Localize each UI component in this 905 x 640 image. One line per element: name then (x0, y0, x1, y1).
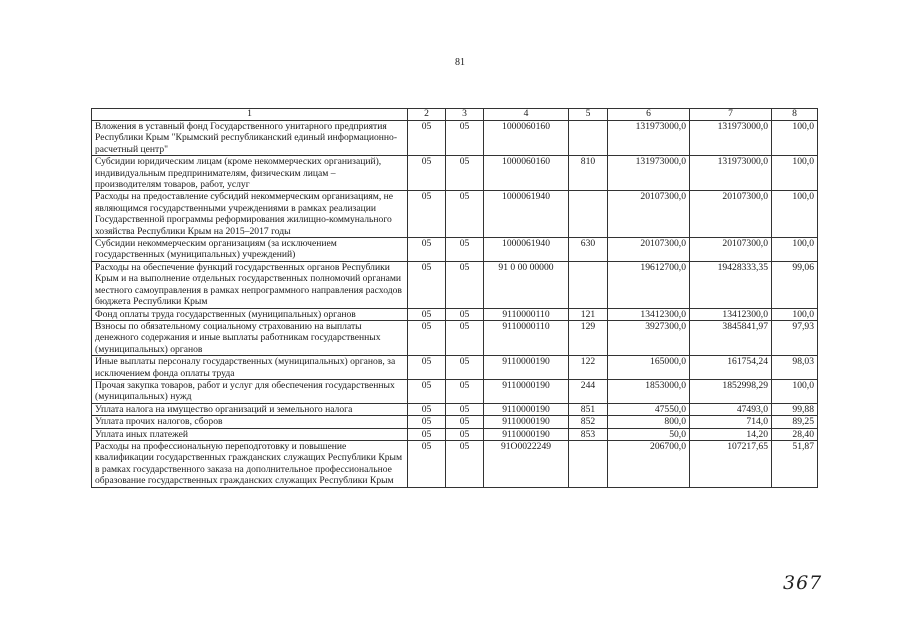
row-percent-cell: 97,93 (772, 320, 818, 355)
row-plan-cell: 47550,0 (608, 403, 690, 415)
row-name-cell: Уплата налога на имущество организаций и земельного налога (92, 403, 408, 415)
row-subsection-cell: 05 (446, 403, 484, 415)
row-actual-cell: 47493,0 (690, 403, 772, 415)
column-header-4: 4 (484, 109, 569, 121)
row-name-cell: Субсидии некоммерческим организациям (за исключением государственных (муниципальных) учреждений) (92, 238, 408, 262)
row-target-article-cell: 1000060160 (484, 121, 569, 156)
row-percent-cell: 98,03 (772, 356, 818, 380)
row-name-cell: Расходы на профессиональную переподготовку и повышение квалификации государственных гражданских служащих Республики Крым в рамках государственного заказа на дополнительное профессиональное образование государственных гражданских служащих Республики Крым (92, 440, 408, 487)
row-target-article-cell: 9110000110 (484, 308, 569, 320)
row-target-article-cell: 9110000110 (484, 320, 569, 355)
table-body (92, 121, 818, 488)
column-header-2: 2 (408, 109, 446, 121)
row-actual-cell: 20107300,0 (690, 238, 772, 262)
row-section-cell: 05 (408, 156, 446, 191)
row-section-cell: 05 (408, 191, 446, 238)
table-row (92, 121, 818, 156)
row-plan-cell: 165000,0 (608, 356, 690, 380)
table-row (92, 428, 818, 440)
column-header-7: 7 (690, 109, 772, 121)
row-section-cell: 05 (408, 440, 446, 487)
row-target-article-cell: 9110000190 (484, 356, 569, 380)
row-subsection-cell: 05 (446, 191, 484, 238)
column-header-6: 6 (608, 109, 690, 121)
row-section-cell: 05 (408, 379, 446, 403)
row-percent-cell: 100,0 (772, 156, 818, 191)
row-section-cell: 05 (408, 356, 446, 380)
table-row (92, 440, 818, 487)
row-subsection-cell: 05 (446, 428, 484, 440)
table-header-row (92, 109, 818, 121)
row-percent-cell: 100,0 (772, 238, 818, 262)
row-subsection-cell: 05 (446, 238, 484, 262)
table-row (92, 308, 818, 320)
row-section-cell: 05 (408, 121, 446, 156)
row-expense-type-cell (569, 121, 608, 156)
table-row (92, 191, 818, 238)
row-name-cell: Иные выплаты персоналу государственных (муниципальных) органов, за исключением фонда оплаты труда (92, 356, 408, 380)
row-actual-cell: 1852998,29 (690, 379, 772, 403)
row-expense-type-cell (569, 440, 608, 487)
table-row (92, 379, 818, 403)
row-name-cell: Субсидии юридическим лицам (кроме некоммерческих организаций), индивидуальным предпринимателям, физическим лицам – производителям товаров, работ, услуг (92, 156, 408, 191)
row-percent-cell: 99,06 (772, 261, 818, 308)
row-target-article-cell: 9110000190 (484, 416, 569, 428)
row-actual-cell: 20107300,0 (690, 191, 772, 238)
row-actual-cell: 131973000,0 (690, 121, 772, 156)
row-section-cell: 05 (408, 428, 446, 440)
row-expense-type-cell: 129 (569, 320, 608, 355)
row-subsection-cell: 05 (446, 416, 484, 428)
row-plan-cell: 13412300,0 (608, 308, 690, 320)
row-target-article-cell: 1000061940 (484, 238, 569, 262)
row-section-cell: 05 (408, 261, 446, 308)
row-actual-cell: 14,20 (690, 428, 772, 440)
row-plan-cell: 206700,0 (608, 440, 690, 487)
table-row (92, 416, 818, 428)
row-subsection-cell: 05 (446, 308, 484, 320)
row-target-article-cell: 1000061940 (484, 191, 569, 238)
row-section-cell: 05 (408, 320, 446, 355)
handwritten-page-number: 367 (783, 572, 823, 594)
row-section-cell: 05 (408, 416, 446, 428)
row-section-cell: 05 (408, 238, 446, 262)
row-name-cell: Взносы по обязательному социальному страхованию на выплаты денежного содержания и иные выплаты работникам государственных (муниципальных) органов (92, 320, 408, 355)
row-percent-cell: 89,25 (772, 416, 818, 428)
row-percent-cell: 99,88 (772, 403, 818, 415)
row-subsection-cell: 05 (446, 121, 484, 156)
row-percent-cell: 51,87 (772, 440, 818, 487)
row-section-cell: 05 (408, 308, 446, 320)
row-plan-cell: 20107300,0 (608, 238, 690, 262)
row-plan-cell: 20107300,0 (608, 191, 690, 238)
row-actual-cell: 19428333,35 (690, 261, 772, 308)
row-plan-cell: 19612700,0 (608, 261, 690, 308)
column-header-1: 1 (92, 109, 408, 121)
row-actual-cell: 3845841,97 (690, 320, 772, 355)
row-plan-cell: 50,0 (608, 428, 690, 440)
row-percent-cell: 100,0 (772, 379, 818, 403)
row-plan-cell: 1853000,0 (608, 379, 690, 403)
row-target-article-cell: 91O0022249 (484, 440, 569, 487)
row-actual-cell: 161754,24 (690, 356, 772, 380)
row-expense-type-cell: 630 (569, 238, 608, 262)
row-name-cell: Фонд оплаты труда государственных (муниципальных) органов (92, 308, 408, 320)
row-subsection-cell: 05 (446, 379, 484, 403)
row-subsection-cell: 05 (446, 261, 484, 308)
column-header-8: 8 (772, 109, 818, 121)
column-header-5: 5 (569, 109, 608, 121)
row-name-cell: Уплата прочих налогов, сборов (92, 416, 408, 428)
page-number: 81 (455, 57, 465, 68)
row-percent-cell: 100,0 (772, 308, 818, 320)
row-percent-cell: 100,0 (772, 191, 818, 238)
table-row (92, 156, 818, 191)
row-plan-cell: 131973000,0 (608, 156, 690, 191)
row-name-cell: Прочая закупка товаров, работ и услуг для обеспечения государственных (муниципальных) нужд (92, 379, 408, 403)
row-plan-cell: 3927300,0 (608, 320, 690, 355)
row-target-article-cell: 9110000190 (484, 428, 569, 440)
row-expense-type-cell: 851 (569, 403, 608, 415)
table-row (92, 238, 818, 262)
row-name-cell: Расходы на обеспечение функций государственных органов Республики Крым и на выполнение отдельных государственных полномочий органами местного самоуправления в рамках непрограммного направления расходов бюджета Республики Крым (92, 261, 408, 308)
row-subsection-cell: 05 (446, 156, 484, 191)
row-expense-type-cell: 852 (569, 416, 608, 428)
row-subsection-cell: 05 (446, 320, 484, 355)
row-actual-cell: 13412300,0 (690, 308, 772, 320)
row-actual-cell: 107217,65 (690, 440, 772, 487)
row-expense-type-cell (569, 191, 608, 238)
row-subsection-cell: 05 (446, 440, 484, 487)
column-header-3: 3 (446, 109, 484, 121)
row-subsection-cell: 05 (446, 356, 484, 380)
row-percent-cell: 28,40 (772, 428, 818, 440)
row-target-article-cell: 9110000190 (484, 379, 569, 403)
budget-table (91, 108, 818, 488)
row-name-cell: Расходы на предоставление субсидий некоммерческим организациям, не являющимся государственными учреждениями в рамках реализации Государственной программы реформирования жилищно-коммунального хозяйства Республики Крым на 2015–2017 годы (92, 191, 408, 238)
row-target-article-cell: 9110000190 (484, 403, 569, 415)
row-target-article-cell: 1000060160 (484, 156, 569, 191)
row-percent-cell: 100,0 (772, 121, 818, 156)
row-expense-type-cell: 121 (569, 308, 608, 320)
row-name-cell: Вложения в уставный фонд Государственного унитарного предприятия Республики Крым "Крымский республиканский единый информационно-расчетный центр" (92, 121, 408, 156)
row-expense-type-cell: 810 (569, 156, 608, 191)
row-plan-cell: 800,0 (608, 416, 690, 428)
table-row (92, 320, 818, 355)
row-expense-type-cell: 244 (569, 379, 608, 403)
row-actual-cell: 131973000,0 (690, 156, 772, 191)
row-target-article-cell: 91 0 00 00000 (484, 261, 569, 308)
row-section-cell: 05 (408, 403, 446, 415)
row-actual-cell: 714,0 (690, 416, 772, 428)
row-name-cell: Уплата иных платежей (92, 428, 408, 440)
table-row (92, 356, 818, 380)
row-expense-type-cell: 122 (569, 356, 608, 380)
table-row (92, 403, 818, 415)
row-expense-type-cell: 853 (569, 428, 608, 440)
row-expense-type-cell (569, 261, 608, 308)
row-plan-cell: 131973000,0 (608, 121, 690, 156)
table-row (92, 261, 818, 308)
